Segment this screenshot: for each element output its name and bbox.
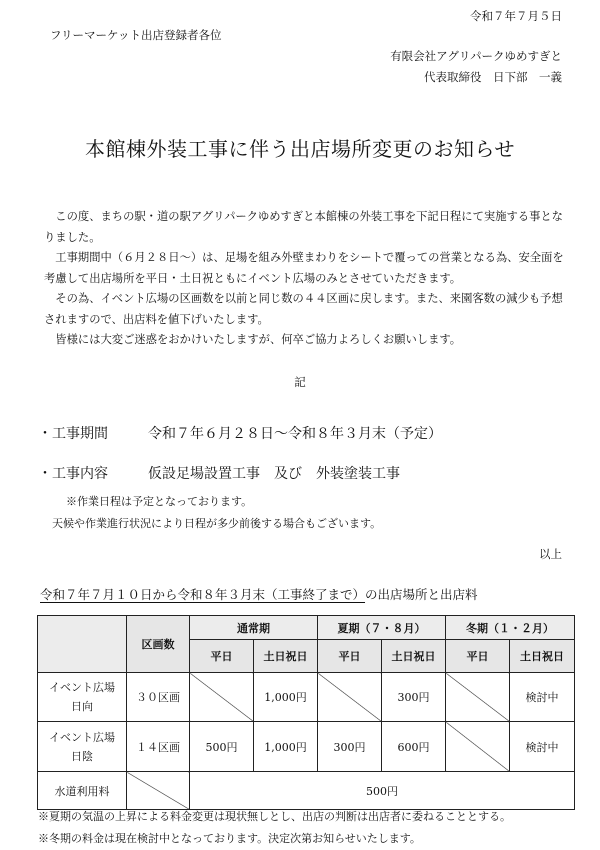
- fee-cell: 1,000円: [254, 673, 318, 722]
- table-caption: [40, 585, 478, 603]
- construction-content-value: 仮設足場設置工事 及び 外装塗装工事: [148, 466, 400, 482]
- footnote-summer: ※夏期の気温の上昇による料金変更は現状無しとし、出店の判断は出店者に委ねることとする。: [38, 810, 511, 823]
- schedule-note: ※作業日程は予定となっております。: [66, 495, 253, 508]
- row-label-line: イベント広場: [49, 681, 115, 694]
- header-weekday: 平日: [190, 640, 254, 673]
- row-label-line: イベント広場: [49, 730, 115, 744]
- row-label-line: 日向: [71, 700, 93, 713]
- document-title: 本館棟外装工事に伴う出店場所変更のお知らせ: [85, 137, 515, 161]
- not-applicable-cell: [190, 673, 254, 722]
- sender-representative: 代表取締役 日下部 一義: [424, 70, 562, 84]
- plot-count: ３０区画: [127, 673, 190, 722]
- table-caption-period: 令和７年７月１０日から令和８年３月末（工事終了まで）: [40, 587, 366, 602]
- not-applicable-cell: [318, 673, 382, 722]
- construction-period-label: ・工事期間: [38, 426, 108, 442]
- plot-count: １４区画: [127, 722, 190, 772]
- body-paragraph: その為、イベント広場の区画数を以前と同じ数の４４区画に戻します。また、来園客数の減少も予想されますので、出店料を値下げいたします。: [44, 292, 563, 326]
- header-weekday: 平日: [318, 640, 382, 673]
- fee-cell: 300円: [382, 673, 446, 722]
- ijo-closing: 以上: [539, 547, 562, 561]
- construction-period-value: 令和７年６月２８日～令和８年３月末（予定）: [148, 426, 442, 442]
- weather-note: 天候や作業進行状況により日程が多少前後する場合もございます。: [52, 517, 382, 530]
- header-weekend: 土日祝日: [382, 640, 446, 673]
- footnote-winter: ※冬期の料金は現在検討中となっております。決定次第お知らせいたします。: [38, 832, 421, 845]
- fee-cell: 300円: [318, 722, 382, 772]
- row-label-sunny: [38, 673, 127, 722]
- row-label-shade: [38, 722, 127, 772]
- fee-table: [37, 615, 575, 810]
- body-paragraph: この度、まちの駅・道の駅アグリパークゆめすぎと本館棟の外装工事を下記日程にて実施する事となりました。: [44, 210, 563, 244]
- header-weekend: 土日祝日: [254, 640, 318, 673]
- ki-heading: 記: [294, 375, 306, 389]
- row-label-line: 日陰: [71, 749, 93, 763]
- header-season-summer: 夏期（７・８月）: [318, 616, 446, 640]
- fee-cell: 500円: [190, 722, 254, 772]
- body-paragraph: 工事期間中（６月２８日～）は、足場を組み外壁まわりをシートで覆っての営業となる為、安全面を考慮して出店場所を平日・土日祝ともにイベント広場のみとさせていただきます。: [44, 251, 564, 285]
- fee-cell: 1,000円: [254, 722, 318, 772]
- fee-cell: 600円: [382, 722, 446, 772]
- header-kukaku: 区画数: [127, 616, 190, 673]
- sender-company: 有限会社アグリパークゆめすぎと: [390, 49, 562, 63]
- header-season-winter: 冬期（１・２月）: [446, 616, 575, 640]
- fee-cell: 検討中: [510, 722, 575, 772]
- not-applicable-cell: [446, 673, 510, 722]
- row-label-water: 水道利用料: [38, 772, 127, 810]
- water-fee: 500円: [190, 772, 575, 810]
- construction-content-label: ・工事内容: [38, 466, 108, 482]
- header-season-normal: 通常期: [190, 616, 318, 640]
- body-text: [44, 207, 564, 351]
- construction-content: [38, 463, 400, 483]
- corner-cell: [38, 616, 127, 673]
- fee-cell: 検討中: [510, 673, 575, 722]
- construction-period: [38, 423, 442, 443]
- addressee: フリーマーケット出店登録者各位: [50, 28, 222, 42]
- header-weekday: 平日: [446, 640, 510, 673]
- not-applicable-cell: [127, 772, 190, 810]
- not-applicable-cell: [446, 722, 510, 772]
- header-weekend: 土日祝日: [510, 640, 575, 673]
- body-paragraph: 皆様には大変ご迷惑をおかけいたしますが、何卒ご協力よろしくお願いします。: [44, 333, 462, 346]
- table-caption-rest: の出店場所と出店料: [365, 587, 478, 602]
- notice-date: 令和７年７月５日: [470, 9, 562, 23]
